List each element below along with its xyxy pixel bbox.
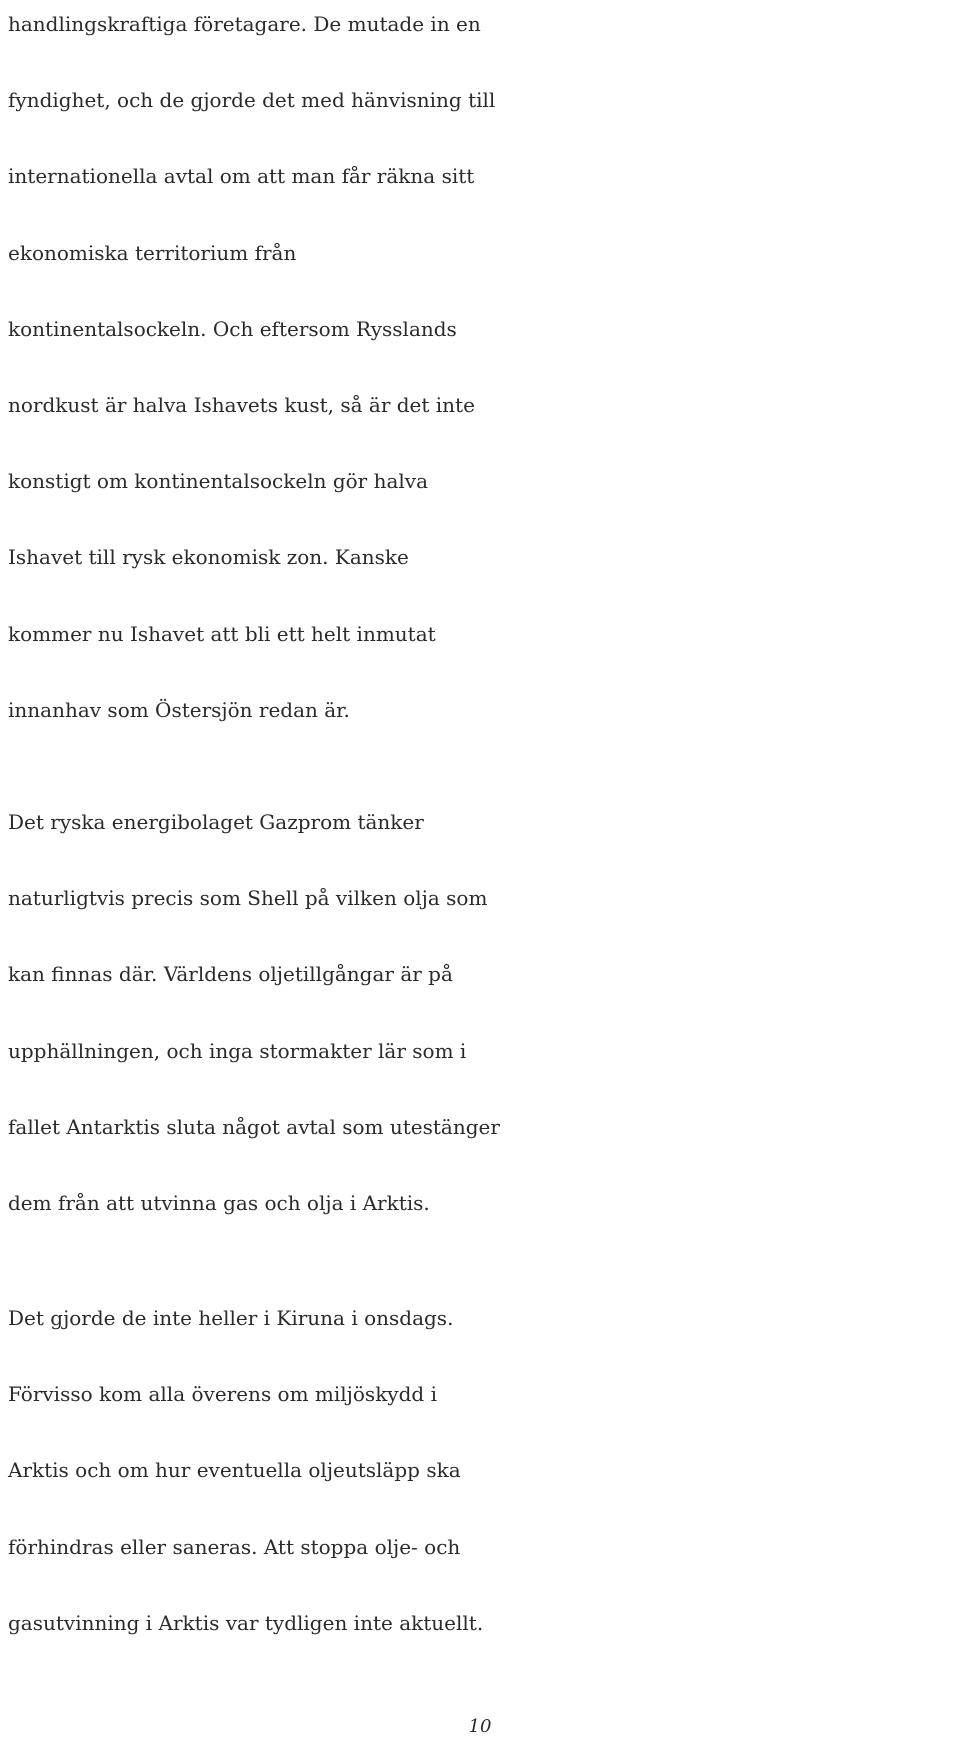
text-line: kan finnas där. Världens oljetillgångar är på: [8, 962, 453, 987]
text-line: innanhav som Östersjön redan är.: [8, 697, 350, 722]
text-line: kontinentalsockeln. Och eftersom Rysslands: [8, 316, 457, 341]
text-line: gasutvinning i Arktis var tydligen inte aktuellt.: [8, 1610, 484, 1635]
paragraph-3: [8, 1280, 960, 1661]
text-line: fyndighet, och de gjorde det med hänvisning till: [8, 88, 496, 113]
text-line: Det gjorde de inte heller i Kiruna i onsdags.: [8, 1306, 454, 1330]
paragraph-1: [8, 0, 960, 748]
text-line: ekonomiska territorium från: [8, 240, 297, 265]
text-line: handlingskraftiga företagare. De mutade in en: [8, 12, 481, 36]
text-line: internationella avtal om att man får räkna sitt: [8, 164, 475, 189]
text-line: naturligtvis precis som Shell på vilken olja som: [8, 886, 488, 911]
text-line: förhindras eller saneras. Att stoppa olje- och: [8, 1534, 461, 1559]
text-line: konstigt om kontinentalsockeln gör halva: [8, 469, 429, 494]
page-number: 10: [468, 1716, 492, 1737]
text-line: Ishavet till rysk ekonomisk zon. Kanske: [8, 545, 409, 570]
text-line: nordkust är halva Ishavets kust, så är det inte: [8, 393, 475, 418]
text-line: dem från att utvinna gas och olja i Arktis.: [8, 1191, 430, 1216]
text-line: Förvisso kom alla överens om miljöskydd i: [8, 1382, 437, 1407]
paragraph-2: [8, 784, 960, 1241]
text-line: Arktis och om hur eventuella oljeutsläpp ska: [8, 1458, 461, 1483]
text-line: kommer nu Ishavet att bli ett helt inmutat: [8, 621, 436, 646]
text-line: upphällningen, och inga stormakter lär som i: [8, 1038, 467, 1063]
text-line: Det ryska energibolaget Gazprom tänker: [8, 810, 424, 834]
text-line: fallet Antarktis sluta något avtal som utestänger: [8, 1114, 500, 1139]
